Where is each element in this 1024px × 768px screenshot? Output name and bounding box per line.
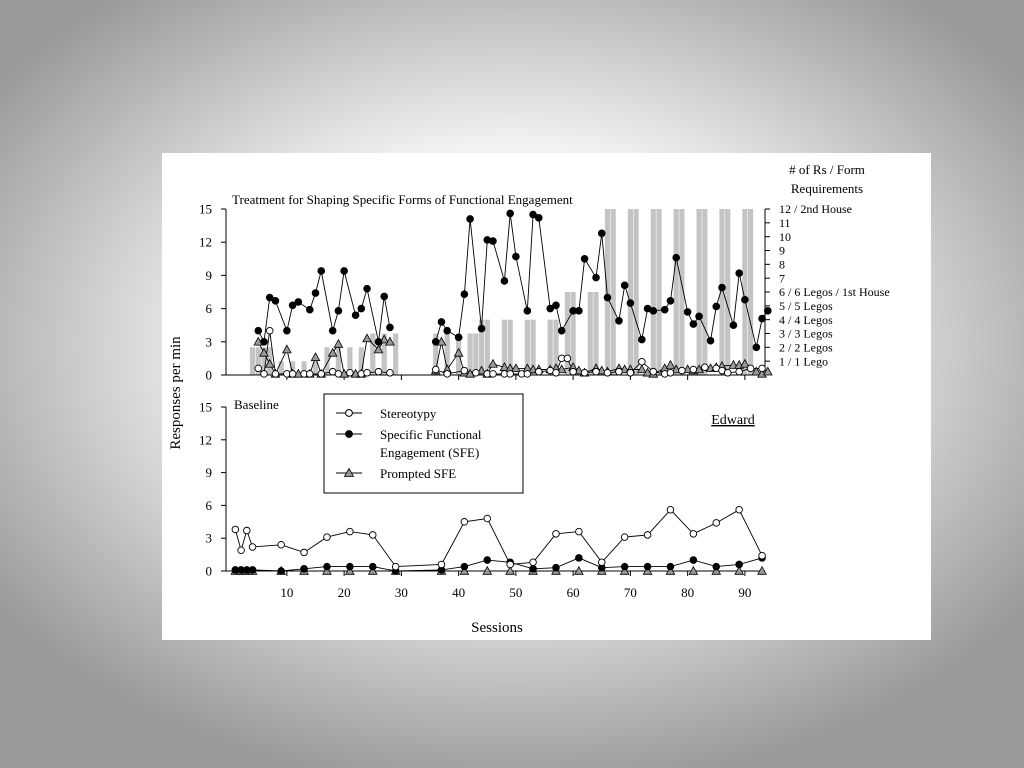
stereotypy-point [244,527,251,534]
stereotypy-point [644,532,651,539]
prompted-sfe-point [666,361,674,369]
sfe-point [249,567,256,574]
right-axis-title-line1: # of Rs / Form [789,162,865,177]
right-tick-label: 1 / 1 Lego [779,354,828,369]
sfe-point [324,563,331,570]
sfe-point [576,308,583,315]
stereotypy-point [604,369,611,376]
sfe-point [576,555,583,562]
stereotypy-point [598,559,605,566]
sfe-point [730,322,737,329]
requirement-bar [702,209,707,375]
sfe-point [627,300,634,307]
sfe-point [621,282,628,289]
sfe-point [598,230,605,237]
sfe-point [507,210,514,217]
stereotypy-point [272,371,279,378]
stereotypy-point [266,327,273,334]
stereotypy-point [724,369,731,376]
sfe-point [375,339,382,346]
treatment-right-ticks [765,202,890,368]
stereotypy-point [736,506,743,513]
prompted-sfe-point [454,349,462,357]
stereotypy-point [713,520,720,527]
requirement-bar [719,209,724,375]
y-axis-title: Responses per min [168,336,184,450]
stereotypy-point [249,544,256,551]
requirement-bar [393,334,398,376]
stereotypy-point [238,547,245,554]
sfe-point [524,308,531,315]
y-tick-label: 15 [199,399,212,415]
requirement-bar [588,292,593,375]
stereotypy-point [432,366,439,373]
x-tick-label: 70 [623,585,637,600]
baseline-label: Baseline [234,397,279,412]
right-tick-label: 7 [779,271,785,286]
sfe-point [478,325,485,332]
right-tick-label: 9 [779,243,785,258]
stereotypy-point [473,369,480,376]
stereotypy-point [364,369,371,376]
series-line [258,271,390,342]
legend [324,394,523,493]
baseline-y-ticks [199,400,226,579]
sfe-point [284,327,291,334]
prompted-sfe-point [638,365,646,373]
requirement-bar [593,292,598,375]
stereotypy-point [650,368,657,375]
x-tick-label: 10 [280,585,294,600]
sfe-point [553,564,560,571]
sfe-point [696,313,703,320]
stereotypy-point [347,528,354,535]
sfe-point [387,324,394,331]
requirement-bar [651,209,656,375]
right-tick-label: 8 [779,257,785,272]
prompted-sfe-point [266,360,274,368]
sfe-point [593,274,600,281]
legend-stereotypy-marker [346,410,353,417]
sfe-point [667,298,674,305]
sfe-point [530,566,537,573]
stereotypy-point [490,371,497,378]
legend-sfe-label-line2: Engagement (SFE) [380,445,480,460]
right-tick-label: 3 / 3 Legos [779,326,833,341]
sfe-point [690,321,697,328]
stereotypy-point [347,369,354,376]
sfe-point [461,291,468,298]
sfe-point [306,306,313,313]
right-tick-label: 4 / 4 Legos [779,312,833,327]
y-tick-label: 3 [205,334,212,350]
stereotypy-point [278,541,285,548]
sfe-point [501,278,508,285]
sfe-point [616,317,623,324]
sfe-point [484,557,491,564]
requirement-bar [611,209,616,375]
sfe-point [358,305,365,312]
stereotypy-point [553,369,560,376]
y-tick-label: 0 [205,563,212,579]
y-tick-label: 6 [205,301,212,317]
right-tick-label: 6 / 6 Legos / 1st House [779,285,890,300]
stereotypy-point [759,552,766,559]
sfe-point [318,268,325,275]
sfe-point [461,563,468,570]
sfe-point [753,344,760,351]
stereotypy-point [576,528,583,535]
sfe-point [255,327,262,334]
requirement-bar [605,209,610,375]
sfe-point [650,308,657,315]
stereotypy-point [616,368,623,375]
right-axis-title-line2: Requirements [790,181,864,196]
prompted-sfe-point [311,353,319,361]
y-tick-label: 9 [205,465,212,481]
requirement-bar [748,209,753,375]
stereotypy-point [324,534,331,541]
legend-prompted-label: Prompted SFE [380,466,457,481]
sfe-point [295,299,302,306]
sfe-point [673,254,680,261]
stereotypy-point [667,369,674,376]
sfe-point [455,334,462,341]
stereotypy-point [570,368,577,375]
requirement-bar [279,361,284,375]
stereotypy-point [444,371,451,378]
sfe-point [713,303,720,310]
stereotypy-point [301,549,308,556]
figure-panel [162,153,931,640]
sfe-point [364,285,371,292]
sfe-point [301,566,308,573]
stereotypy-point [530,559,537,566]
x-axis-title: Sessions [471,620,523,636]
requirement-bar [473,334,478,376]
stereotypy-point [524,371,531,378]
series-line [235,510,762,567]
x-tick-label: 90 [738,585,752,600]
sfe-point [272,298,279,305]
prompted-sfe-point [334,340,342,348]
right-tick-label: 11 [779,216,791,231]
stereotypy-point [759,365,766,372]
prompted-sfe-point [283,345,291,353]
sfe-point [764,308,771,315]
sfe-point [381,293,388,300]
sfe-point [329,327,336,334]
x-tick-label: 80 [681,585,695,600]
sfe-point [335,308,342,315]
sfe-point [467,216,474,223]
sfe-point [719,284,726,291]
sfe-point [707,337,714,344]
participant-name: Edward [711,413,755,428]
stereotypy-point [621,534,628,541]
sfe-point [736,561,743,568]
sfe-point [690,557,697,564]
right-tick-label: 10 [779,229,791,244]
baseline-series [231,506,766,574]
stereotypy-point [639,358,646,365]
sfe-point [347,563,354,570]
sfe-point [369,563,376,570]
requirement-bar [634,209,639,375]
stereotypy-point [679,367,686,374]
stereotypy-point [736,368,743,375]
y-tick-label: 12 [199,234,212,250]
stereotypy-point [261,371,268,378]
prompted-sfe-point [363,334,371,342]
series-line [258,339,390,374]
sfe-point [432,339,439,346]
stereotypy-point [387,369,394,376]
stereotypy-point [507,561,514,568]
y-tick-label: 12 [199,432,212,448]
sfe-point [513,253,520,260]
stereotypy-point [747,365,754,372]
sfe-point [278,568,285,575]
sfe-point [553,302,560,309]
stereotypy-point [232,526,239,533]
sfe-point [604,294,611,301]
sfe-point [621,563,628,570]
requirement-bar [370,334,375,376]
sfe-point [661,306,668,313]
sfe-point [713,563,720,570]
sfe-point [438,319,445,326]
stereotypy-point [369,532,376,539]
sfe-point [639,336,646,343]
requirement-bar [250,347,255,375]
requirement-bar [697,209,702,375]
stereotypy-point [702,364,709,371]
prompted-sfe-point [512,364,520,372]
stereotypy-point [438,561,445,568]
sfe-point [742,296,749,303]
sfe-point [261,339,268,346]
legend-sfe-marker [346,431,353,438]
right-tick-label: 2 / 2 Legos [779,340,833,355]
sfe-point [558,327,565,334]
requirement-bar [468,334,473,376]
stereotypy-point [461,519,468,526]
sfe-point [444,327,451,334]
sfe-point [341,268,348,275]
stereotypy-point [507,371,514,378]
x-tick-label: 50 [509,585,523,600]
y-tick-label: 6 [205,497,212,513]
sfe-point [644,563,651,570]
requirement-bar [324,347,329,375]
y-tick-label: 9 [205,267,212,283]
stereotypy-point [690,531,697,538]
legend-sfe-label-line1: Specific Functional [380,427,482,442]
stereotypy-point [289,371,296,378]
stereotypy-point [553,531,560,538]
stereotypy-point [484,515,491,522]
stereotypy-point [255,365,262,372]
stereotypy-point [461,367,468,374]
stereotypy-point [318,371,325,378]
sfe-point [490,238,497,245]
x-tick-label: 60 [566,585,580,600]
stereotypy-point [564,355,571,362]
series-line [235,558,762,571]
stereotypy-point [593,368,600,375]
stereotypy-point [581,369,588,376]
y-tick-label: 3 [205,530,212,546]
sfe-point [667,563,674,570]
stereotypy-point [306,371,313,378]
y-tick-label: 0 [205,367,212,383]
prompted-sfe-point [328,349,336,357]
stereotypy-point [627,369,634,376]
right-tick-label: 5 / 5 Legos [779,299,833,314]
treatment-series [254,210,772,377]
functional-engagement-figure [162,153,931,640]
stereotypy-point [667,506,674,513]
sfe-point [684,309,691,316]
requirement-bar [674,209,679,375]
y-tick-label: 15 [199,201,212,217]
stereotypy-point [335,371,342,378]
prompted-sfe-point [489,360,497,368]
right-tick-label: 12 / 2nd House [779,202,852,217]
stereotypy-point [690,366,697,373]
x-tick-label: 20 [337,585,351,600]
legend-stereotypy-label: Stereotypy [380,406,437,421]
x-tick-label: 30 [394,585,408,600]
sfe-point [581,256,588,263]
x-tick-label: 40 [452,585,466,600]
requirement-bar [725,209,730,375]
requirement-bar [628,209,633,375]
stereotypy-point [392,563,399,570]
sfe-point [352,312,359,319]
sfe-point [535,215,542,222]
stereotypy-point [535,368,542,375]
sfe-point [736,270,743,277]
sfe-point [312,290,319,297]
sfe-point [759,315,766,322]
treatment-y-ticks [199,202,226,383]
stereotypy-point [375,368,382,375]
requirement-bar [656,209,661,375]
baseline-x-ticks [280,571,751,600]
treatment-title: Treatment for Shaping Specific Forms of Functional Engagement [232,192,573,207]
